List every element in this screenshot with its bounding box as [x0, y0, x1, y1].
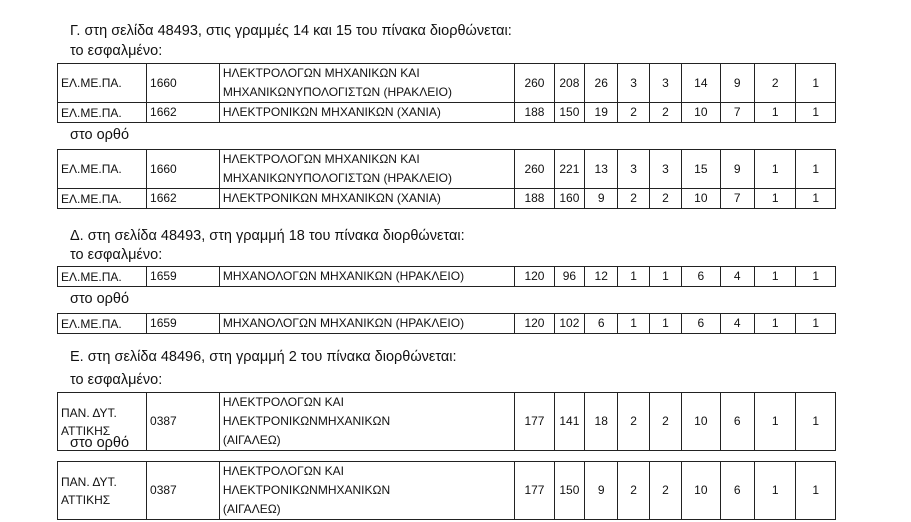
department-name-cell: ΗΛΕΚΤΡΟΝΙΚΩΝ ΜΗΧΑΝΙΚΩΝ (ΧΑΝΙΑ): [219, 103, 514, 123]
value-cell: 15: [682, 150, 720, 189]
value-cell: 10: [682, 103, 720, 123]
value-cell: 1: [649, 267, 681, 287]
value-cell: 1: [754, 267, 795, 287]
value-cell: 120: [515, 314, 554, 334]
value-cell: 3: [618, 150, 649, 189]
value-cell: 160: [554, 189, 584, 209]
value-cell: 10: [682, 393, 720, 451]
institution-cell: ΕΛ.ΜΕ.ΠΑ.: [58, 189, 147, 209]
value-cell: 150: [554, 462, 584, 520]
value-cell: 2: [618, 103, 649, 123]
department-name-cell: ΜΗΧΑΝΟΛΟΓΩΝ ΜΗΧΑΝΙΚΩΝ (ΗΡΑΚΛΕΙΟ): [219, 314, 514, 334]
value-cell: 1: [796, 189, 836, 209]
wrong-label: το εσφαλμένο:: [70, 43, 163, 59]
section-heading: Δ. στη σελίδα 48493, στη γραμμή 18 του πίνακα διορθώνεται:: [70, 228, 465, 244]
wrong-values-table: [57, 392, 836, 451]
table-row: [58, 267, 836, 287]
value-cell: 208: [554, 64, 584, 103]
department-name-cell: ΗΛΕΚΤΡΟΛΟΓΩΝ ΜΗΧΑΝΙΚΩΝ ΚΑΙ ΜΗΧΑΝΙΚΩΝΥΠΟΛΟΓΙΣΤΩΝ (ΗΡΑΚΛΕΙΟ): [219, 150, 514, 189]
value-cell: 1: [796, 103, 836, 123]
value-cell: 4: [720, 314, 754, 334]
value-cell: 2: [649, 189, 681, 209]
value-cell: 102: [554, 314, 584, 334]
value-cell: 6: [682, 267, 720, 287]
value-cell: 2: [649, 462, 681, 520]
value-cell: 96: [554, 267, 584, 287]
value-cell: 2: [649, 103, 681, 123]
value-cell: 1: [796, 150, 836, 189]
value-cell: 177: [515, 462, 554, 520]
department-code-cell: 1660: [147, 150, 220, 189]
value-cell: 10: [682, 462, 720, 520]
right-label: στο ορθό: [70, 291, 130, 307]
value-cell: 1: [754, 314, 795, 334]
section-heading: Γ. στη σελίδα 48493, στις γραμμές 14 και 15 του πίνακα διορθώνεται:: [70, 23, 512, 39]
department-code-cell: 0387: [147, 462, 220, 520]
institution-cell: ΕΛ.ΜΕ.ΠΑ.: [58, 267, 147, 287]
table-row: [58, 150, 836, 189]
section-heading: Ε. στη σελίδα 48496, στη γραμμή 2 του πίνακα διορθώνεται:: [70, 349, 457, 365]
value-cell: 1: [649, 314, 681, 334]
institution-cell: ΠΑΝ. ΔΥΤ. ΑΤΤΙΚΗΣ: [58, 462, 147, 520]
correct-values-table: [57, 149, 836, 209]
value-cell: 3: [649, 64, 681, 103]
value-cell: 2: [618, 189, 649, 209]
department-code-cell: 1660: [147, 64, 220, 103]
wrong-label: το εσφαλμένο:: [70, 247, 163, 263]
value-cell: 10: [682, 189, 720, 209]
value-cell: 1: [754, 189, 795, 209]
value-cell: 3: [649, 150, 681, 189]
value-cell: 1: [796, 267, 836, 287]
value-cell: 6: [720, 393, 754, 451]
table-row: [58, 314, 836, 334]
wrong-values-table: [57, 63, 836, 123]
value-cell: 9: [585, 462, 618, 520]
department-code-cell: 1659: [147, 267, 220, 287]
table-row: [58, 462, 836, 520]
department-code-cell: 1659: [147, 314, 220, 334]
table-row: [58, 189, 836, 209]
value-cell: 260: [515, 64, 554, 103]
value-cell: 1: [618, 267, 649, 287]
value-cell: 150: [554, 103, 584, 123]
wrong-values-table: [57, 266, 836, 287]
value-cell: 120: [515, 267, 554, 287]
right-label: στο ορθό: [70, 435, 130, 451]
institution-cell: ΕΛ.ΜΕ.ΠΑ.: [58, 103, 147, 123]
value-cell: 1: [796, 393, 836, 451]
value-cell: 18: [585, 393, 618, 451]
value-cell: 14: [682, 64, 720, 103]
value-cell: 1: [796, 314, 836, 334]
value-cell: 3: [618, 64, 649, 103]
value-cell: 6: [720, 462, 754, 520]
value-cell: 1: [754, 393, 795, 451]
right-label: στο ορθό: [70, 127, 130, 143]
value-cell: 1: [754, 150, 795, 189]
wrong-label: το εσφαλμένο:: [70, 372, 163, 388]
department-name-cell: ΗΛΕΚΤΡΟΝΙΚΩΝ ΜΗΧΑΝΙΚΩΝ (ΧΑΝΙΑ): [219, 189, 514, 209]
value-cell: 177: [515, 393, 554, 451]
table-row: [58, 64, 836, 103]
value-cell: 4: [720, 267, 754, 287]
correct-values-table: [57, 461, 836, 520]
value-cell: 26: [585, 64, 618, 103]
value-cell: 19: [585, 103, 618, 123]
institution-cell: ΕΛ.ΜΕ.ΠΑ.: [58, 64, 147, 103]
value-cell: 188: [515, 189, 554, 209]
correct-values-table: [57, 313, 836, 334]
department-name-cell: ΗΛΕΚΤΡΟΛΟΓΩΝ ΚΑΙ ΗΛΕΚΤΡΟΝΙΚΩΝΜΗΧΑΝΙΚΩΝ (ΑΙΓΑΛΕΩ): [219, 462, 514, 520]
value-cell: 141: [554, 393, 584, 451]
department-name-cell: ΗΛΕΚΤΡΟΛΟΓΩΝ ΚΑΙ ΗΛΕΚΤΡΟΝΙΚΩΝΜΗΧΑΝΙΚΩΝ (ΑΙΓΑΛΕΩ): [219, 393, 514, 451]
department-name-cell: ΗΛΕΚΤΡΟΛΟΓΩΝ ΜΗΧΑΝΙΚΩΝ ΚΑΙ ΜΗΧΑΝΙΚΩΝΥΠΟΛΟΓΙΣΤΩΝ (ΗΡΑΚΛΕΙΟ): [219, 64, 514, 103]
institution-cell: ΕΛ.ΜΕ.ΠΑ.: [58, 150, 147, 189]
value-cell: 6: [682, 314, 720, 334]
value-cell: 9: [720, 150, 754, 189]
value-cell: 1: [618, 314, 649, 334]
value-cell: 9: [585, 189, 618, 209]
value-cell: 1: [754, 103, 795, 123]
department-code-cell: 1662: [147, 189, 220, 209]
value-cell: 13: [585, 150, 618, 189]
value-cell: 9: [720, 64, 754, 103]
value-cell: 2: [618, 462, 649, 520]
value-cell: 221: [554, 150, 584, 189]
institution-cell: ΕΛ.ΜΕ.ΠΑ.: [58, 314, 147, 334]
institution-cell: ΠΑΝ. ΔΥΤ. ΑΤΤΙΚΗΣ: [58, 393, 147, 451]
value-cell: 2: [754, 64, 795, 103]
value-cell: 188: [515, 103, 554, 123]
value-cell: 2: [618, 393, 649, 451]
value-cell: 260: [515, 150, 554, 189]
value-cell: 7: [720, 103, 754, 123]
table-row: [58, 393, 836, 451]
value-cell: 1: [796, 462, 836, 520]
value-cell: 12: [585, 267, 618, 287]
value-cell: 2: [649, 393, 681, 451]
department-code-cell: 1662: [147, 103, 220, 123]
table-row: [58, 103, 836, 123]
value-cell: 1: [754, 462, 795, 520]
department-name-cell: ΜΗΧΑΝΟΛΟΓΩΝ ΜΗΧΑΝΙΚΩΝ (ΗΡΑΚΛΕΙΟ): [219, 267, 514, 287]
value-cell: 6: [585, 314, 618, 334]
value-cell: 7: [720, 189, 754, 209]
value-cell: 1: [796, 64, 836, 103]
department-code-cell: 0387: [147, 393, 220, 451]
